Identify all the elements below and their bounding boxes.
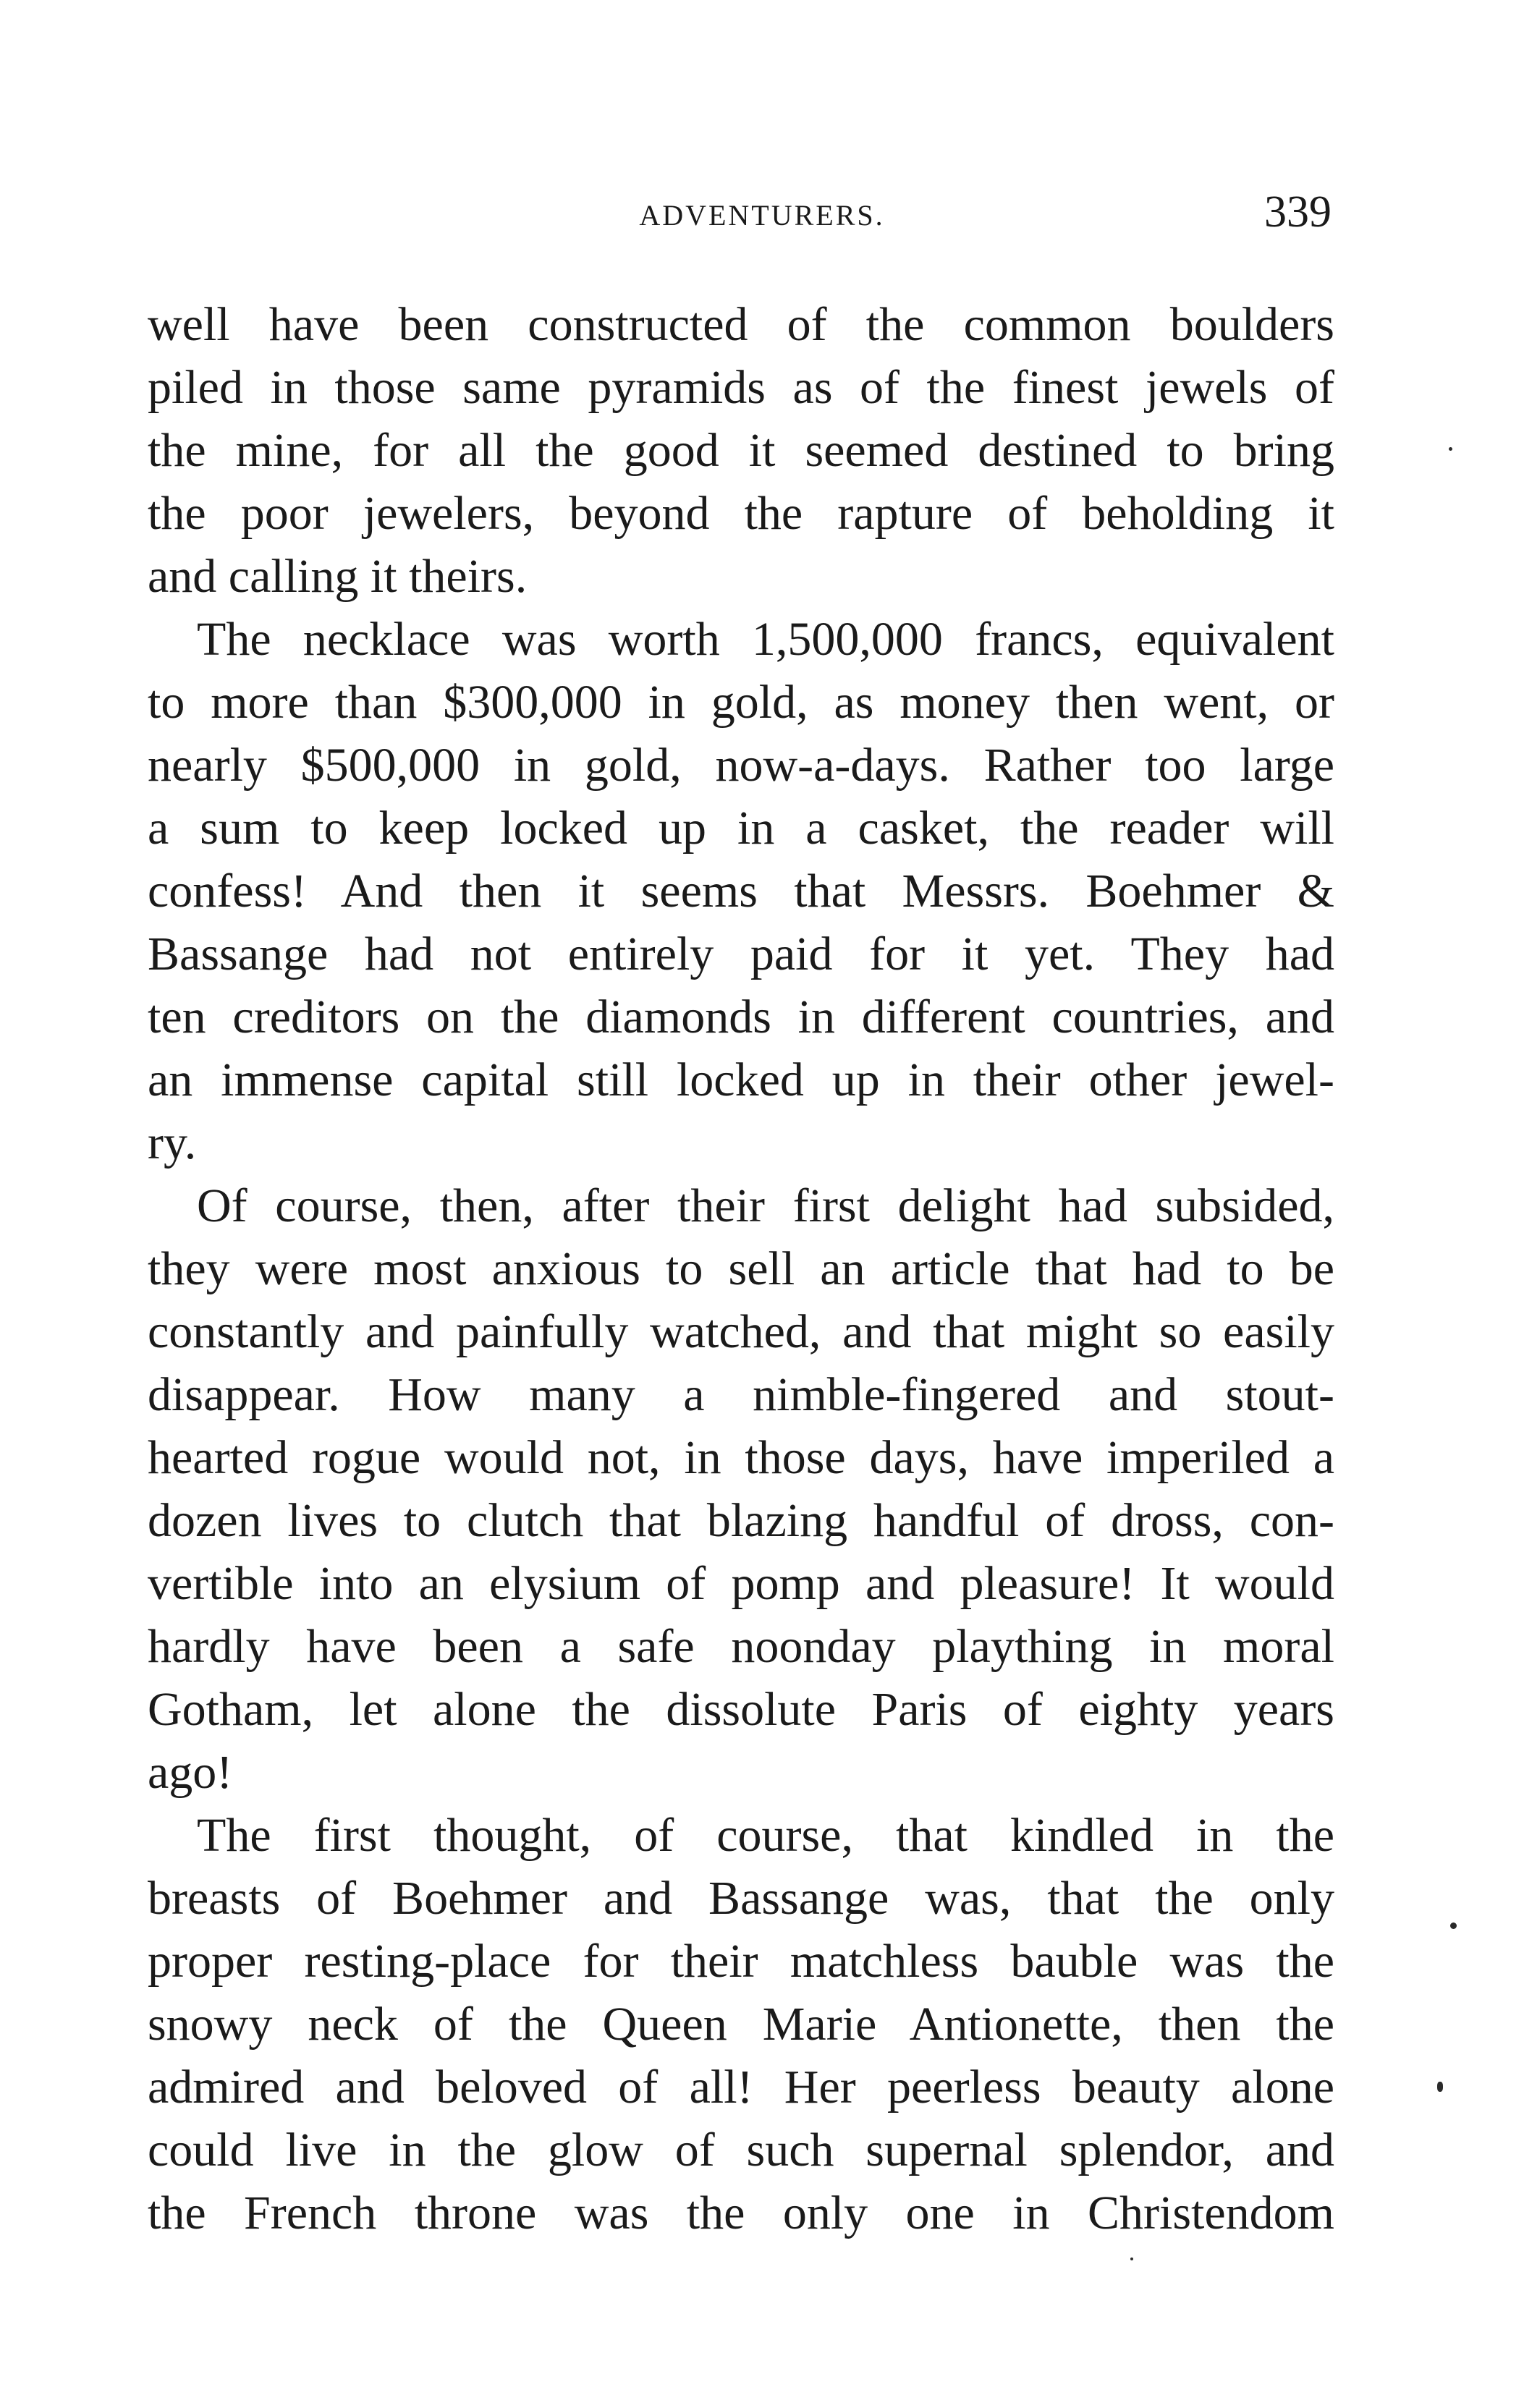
text-line: to more than $300,000 in gold, as money then went, or: [148, 676, 1334, 729]
running-title: ADVENTURERS.: [639, 199, 885, 232]
scan-speck: [1437, 2082, 1443, 2092]
scan-speck: [1449, 447, 1452, 451]
text-line: they were most anxious to sell an article that had to be: [148, 1242, 1334, 1295]
text-line: well have been constructed of the common boulders: [148, 298, 1334, 351]
text-line: piled in those same pyramids as of the finest jewels of: [148, 361, 1334, 414]
paragraph-start-line: Of course, then, after their first delight had subsided,: [197, 1179, 1334, 1232]
text-line: confess! And then it seems that Messrs. Boehmer &: [148, 865, 1334, 917]
text-line: a sum to keep locked up in a casket, the reader will: [148, 802, 1334, 855]
scan-speck: [1450, 1922, 1457, 1929]
text-line: could live in the glow of such supernal splendor, and: [148, 2124, 1334, 2176]
text-line: ago!: [148, 1746, 233, 1799]
text-line: hardly have been a safe noonday plaything in moral: [148, 1620, 1334, 1673]
text-line: ten creditors on the diamonds in different countries, and: [148, 991, 1334, 1043]
text-line: proper resting-place for their matchless bauble was the: [148, 1935, 1334, 1988]
text-line: and calling it theirs.: [148, 550, 528, 603]
text-line: dozen lives to clutch that blazing handful of dross, con-: [148, 1494, 1334, 1547]
body-text: [148, 293, 1334, 2244]
text-line: constantly and painfully watched, and that might so easily: [148, 1305, 1334, 1358]
text-line: snowy neck of the Queen Marie Antionette, then the: [148, 1998, 1334, 2051]
text-line: ry.: [148, 1116, 197, 1169]
text-line: admired and beloved of all! Her peerless beauty alone: [148, 2061, 1334, 2114]
paragraph-start-line: The necklace was worth 1,500,000 francs, equivalent: [197, 613, 1334, 666]
text-line: the mine, for all the good it seemed destined to bring: [148, 424, 1334, 477]
text-line: an immense capital still locked up in their other jewel-: [148, 1054, 1334, 1106]
text-line: disappear. How many a nimble-fingered and stout-: [148, 1368, 1334, 1421]
text-line: hearted rogue would not, in those days, have imperiled a: [148, 1431, 1334, 1484]
text-line: nearly $500,000 in gold, now-a-days. Rather too large: [148, 739, 1334, 792]
text-line: Bassange had not entirely paid for it yet. They had: [148, 928, 1334, 980]
text-line: vertible into an elysium of pomp and pleasure! It would: [148, 1557, 1334, 1610]
text-line: breasts of Boehmer and Bassange was, that the only: [148, 1872, 1334, 1925]
paragraph-start-line: The first thought, of course, that kindled in the: [197, 1809, 1334, 1862]
text-line: Gotham, let alone the dissolute Paris of eighty years: [148, 1683, 1334, 1736]
scan-speck: [1130, 2258, 1133, 2260]
text-line: the poor jewelers, beyond the rapture of beholding it: [148, 487, 1334, 540]
text-line: the French throne was the only one in Christendom: [148, 2187, 1334, 2239]
page-number: 339: [1264, 187, 1332, 237]
